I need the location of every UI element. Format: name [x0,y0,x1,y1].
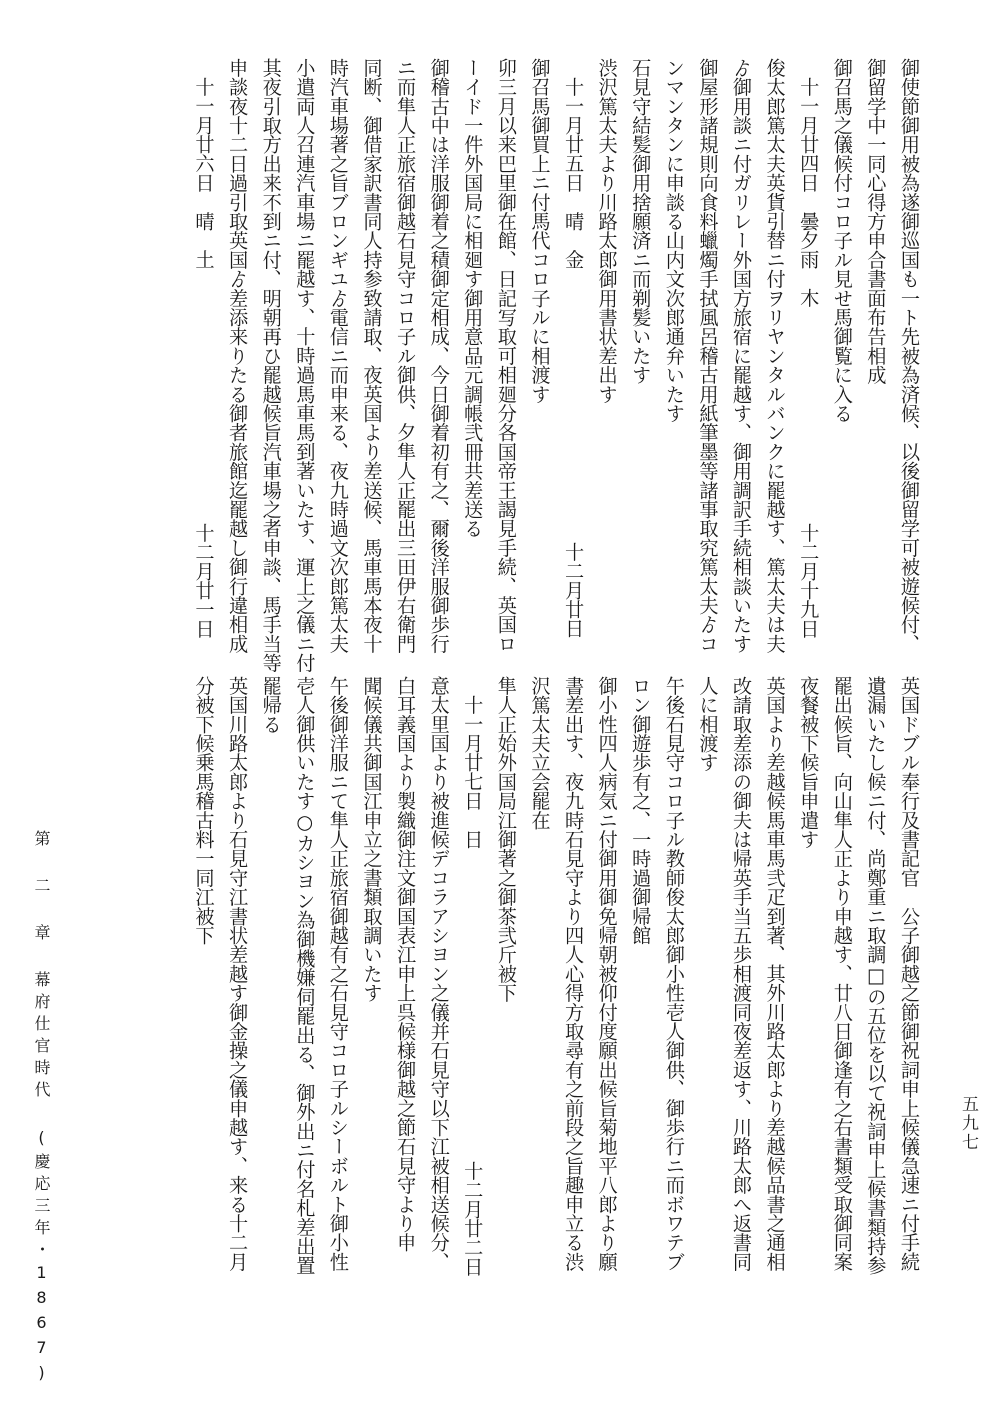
lower-text-block [187,676,926,1276]
date-line [456,676,490,1276]
text-column: 遺漏いたし候ニ付、尚鄭重ニ取調□の五位を以て祝詞申上候書類持参 [864,676,888,1275]
date-line [792,58,826,638]
text-column: ーイド一件外国局に相廻す御用意品元調帳弐冊共差送る [461,58,485,538]
text-column: 俊太郎篤太夫英貨引替ニ付ヲリヤンタルバンクに罷越す、篤太夫は夫 [763,58,787,654]
page-number: 五九七 [958,1095,978,1152]
text-column: 御使節御用被為遂御巡国も一ト先被為済候、以後御留学可被遊候付、 [898,58,921,654]
text-column: 罷出候旨、向山隼人正より申越す、廿八日御逢有之右書類受取御同案 [830,676,854,1272]
text-column: 御稽古中は洋服御着之積御定相成、今日御着初有之、爾後洋服御歩行 [427,58,451,654]
text-column: 御召馬之儀候付コロ子ル見せ馬御覧に入る [830,58,854,423]
text-column: ロン御遊歩有之、一時過御帰館 [629,676,653,945]
text-column: 御小性四人病気ニ付御用御免帰朝被仰付度願出候旨菊地平八郎より願 [595,676,619,1272]
text-column: 小遣両人召連汽車場ニ罷越す、十時過馬車馬到著いたす、運上之儀ニ付 [293,58,317,673]
text-column: ゟ御用談ニ付ガリレー外国方旅宿に罷越す、御用調訳手続相談いたす [730,58,754,654]
date-left: 十一月廿五日 晴 金 [562,77,586,269]
text-column: 英国川路太郎より石見守江書状差越す御金操之儀申越す、来る十二月 [226,676,250,1272]
date-line [187,58,221,638]
text-column: 書差出す、夜九時石見守より四人心得方取尋有之前段之旨趣申立る渋 [562,676,586,1272]
text-column: 分被下候乗馬稽古料一同江被下 [192,676,216,945]
date-right: 十二月廿二日 [461,1160,485,1276]
text-column: 人に相渡す [696,676,720,772]
text-column: 申談夜十二日過引取英国ゟ差添来りたる御者旅館迄罷越し御行違相成 [226,58,250,654]
text-column: 沢篤太夫立会罷在 [528,676,552,830]
text-column: 聞候儀共御国江申立之書類取調いたす [360,676,384,1003]
text-column: 午後御洋服ニて隼人正旅宿御越有之石見守コロ子ルシーボルト御小性 [326,676,350,1272]
text-column: 改請取差添の御夫は帰英手当五歩相渡同夜差返す、川路太郎へ返書同 [730,676,754,1272]
text-column: 渋沢篤太夫より川路太郎御用書状差出す [595,58,619,404]
text-column: 御留学中一同心得方申合書面布告相成 [864,58,888,385]
date-left: 十一月廿四日 曇夕雨 木 [797,77,821,308]
date-left: 十一月廿七日 日 [461,695,485,849]
text-column: 石見守結髪御用捨願済ニ而剃髪いたす [629,58,653,385]
text-column: 時汽車場著之旨ブロンギユゟ電信ニ而申来る、夜九時過文次郎篤太夫 [326,58,350,654]
text-column: 壱人御供いたす○カシヨン為御機嫌伺罷出る、御外出ニ付名札差出置 [293,676,317,1275]
text-column: ニ而隼人正旅宿御越石見守コロ子ル御供、夕隼人正罷出三田伊右衛門 [394,58,418,654]
date-right: 十二月廿日 [562,542,586,638]
text-column: 隼人正始外国局江御著之御茶弐斤被下 [494,676,518,1003]
date-left: 十一月廿六日 晴 土 [192,77,216,269]
text-column: 意太里国より被進候デコラアシヨン之儀并石見守以下江被相送候分、 [427,676,451,1272]
text-column: 白耳義国より製織御注文御国表江申上呉候様御越之節石見守より申 [394,676,418,1252]
date-right: 十二月廿一日 [192,522,216,638]
text-column: 御屋形諸規則向食料蠟燭手拭風呂稽古用紙筆墨等諸事取究篤太夫ゟコ [696,58,720,654]
text-column: 罷帰る [259,676,283,734]
date-right: 十二月十九日 [797,522,821,638]
text-column: 卯三月以来巴里御在館、日記写取可相廻分各国帝王謁見手続、英国ロ [494,58,518,654]
text-column: ンマンタンに申談る山内文次郎通弁いたす [662,58,686,423]
text-column: 御召馬御買上ニ付馬代コロ子ルに相渡す [528,58,552,404]
text-column: 夜餐被下候旨申遣す [797,676,821,849]
text-column: 英国より差越候馬車馬弐疋到著、其外川路太郎より差越候品書之通相 [763,676,787,1272]
upper-text-block [187,58,926,673]
text-column: 午後石見守コロ子ル教師俊太郎御小性壱人御供、御歩行ニ而ボワテブ [662,676,686,1272]
text-column: 其夜引取方出来不到ニ付、明朝再ひ罷越候旨汽車場之者申談、馬手当等 [259,58,283,673]
date-line [556,58,590,638]
text-column: 英国ドブル奉行及書記官 公子御越之節御祝詞申上候儀急速ニ付手続 [898,676,921,1272]
text-column: 同断、御借家訳書同人持参致請取、夜英国より差送候、馬車馬本夜十 [360,58,384,654]
running-head: 第 二 章 幕府仕官時代 (慶応三年・1867) [32,830,51,1388]
